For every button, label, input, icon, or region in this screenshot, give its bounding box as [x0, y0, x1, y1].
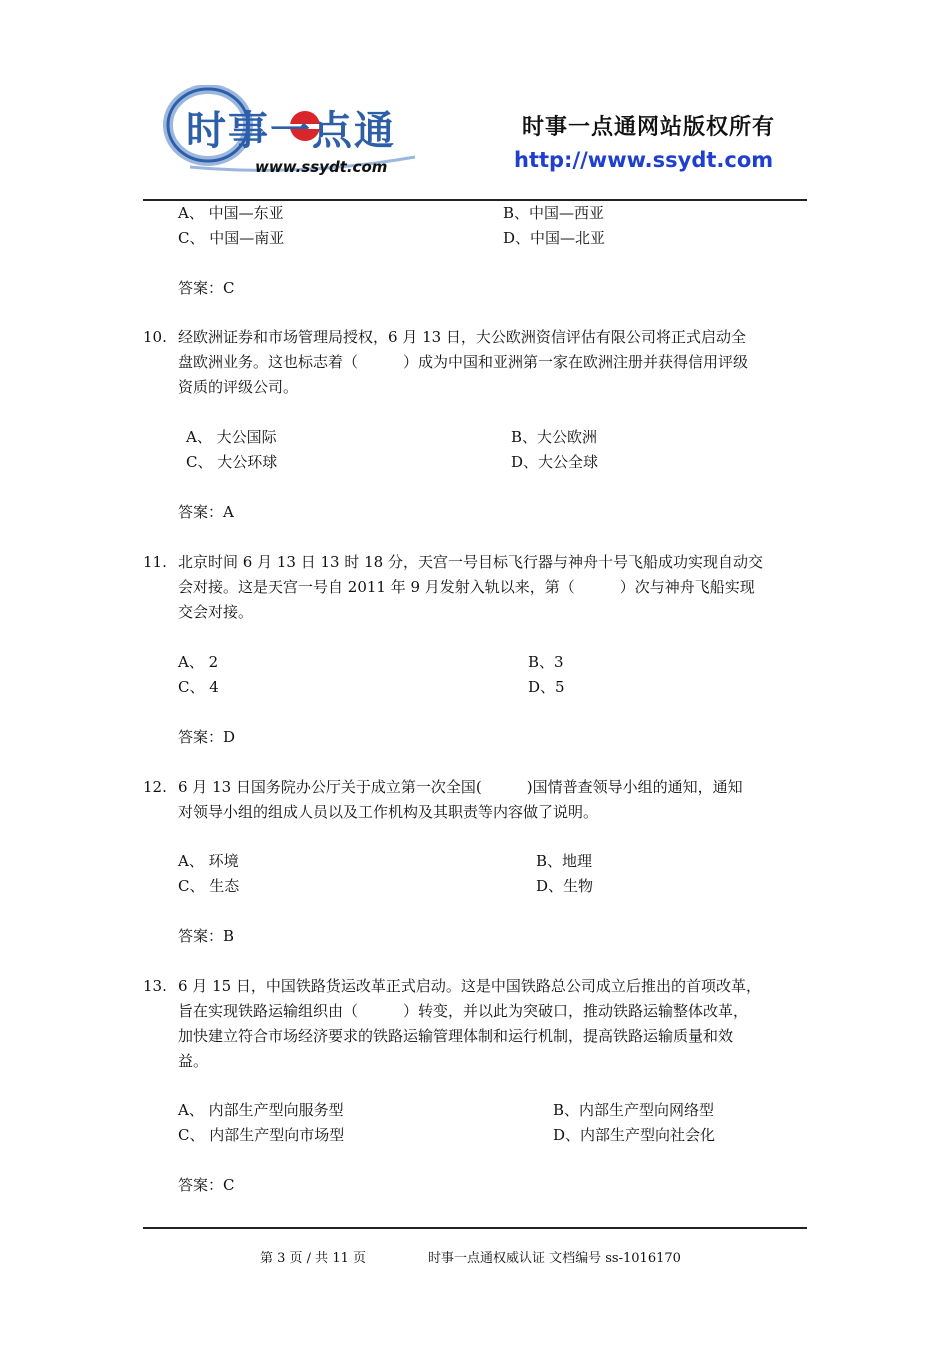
q11-line: 北京时间 6 月 13 日 13 时 18 分，天宫一号目标飞行器与神舟十号飞船成功实现自动交 [178, 553, 763, 571]
q11-option-a: A、 2 [178, 653, 219, 671]
q11-answer: 答案：D [178, 728, 236, 746]
q13-line: 旨在实现铁路运输组织由（ ）转变，并以此为突破口，推动铁路运输整体改革， [178, 1002, 749, 1020]
q12-line: 6 月 13 日国务院办公厅关于成立第一次全国( )国情普查领导小组的通知，通知 [178, 778, 743, 796]
q12-answer: 答案：B [178, 927, 235, 945]
page-number: 第 3 页 / 共 11 页 [260, 1251, 366, 1266]
q11-option-d: D、5 [528, 678, 565, 696]
q10-answer: 答案：A [178, 503, 234, 521]
q13-option-d: D、内部生产型向社会化 [553, 1126, 716, 1144]
logo-url: www.ssydt.com [255, 158, 388, 176]
q13-option-a: A、 内部生产型向服务型 [178, 1101, 344, 1119]
q13-line: 6 月 15 日，中国铁路货运改革正式启动。这是中国铁路总公司成立后推出的首项改革， [178, 977, 761, 995]
q10-option-b: B、大公欧洲 [511, 428, 598, 446]
q10-option-d: D、大公全球 [511, 453, 599, 471]
q10-option-a: A、 大公国际 [186, 428, 277, 446]
q13-line: 加快建立符合市场经济要求的铁路运输管理体制和运行机制，提高铁路运输质量和效 [178, 1027, 734, 1045]
site-logo [160, 85, 430, 180]
q11-line: 会对接。这是天宫一号自 2011 年 9 月发射入轨以来，第（ ）次与神舟飞船实现 [178, 578, 755, 596]
footer-divider [143, 1227, 807, 1229]
q13-option-b: B、内部生产型向网络型 [553, 1101, 715, 1119]
q10-line: 盘欧洲业务。这也标志着（ ）成为中国和亚洲第一家在欧洲注册并获得信用评级 [178, 353, 749, 371]
q12-number: 12. [143, 778, 167, 796]
q13-line: 益。 [178, 1052, 209, 1070]
q13-number: 13. [143, 977, 167, 995]
q12-option-d: D、生物 [536, 877, 594, 895]
prev-option-b: B、中国—西亚 [503, 204, 605, 222]
q13-option-c: C、 内部生产型向市场型 [178, 1126, 345, 1144]
q11-option-c: C、 4 [178, 678, 219, 696]
q12-option-b: B、地理 [536, 852, 593, 870]
prev-option-c: C、 中国—南亚 [178, 229, 285, 247]
prev-option-a: A、 中国—东亚 [178, 204, 284, 222]
q10-option-c: C、 大公环球 [186, 453, 278, 471]
prev-option-d: D、中国—北亚 [503, 229, 606, 247]
site-copyright-title: 时事一点通网站版权所有 [522, 115, 776, 140]
q12-option-c: C、 生态 [178, 877, 240, 895]
q12-option-a: A、 环境 [178, 852, 239, 870]
q11-number: 11. [143, 553, 167, 571]
logo-text: 时事一点通 [186, 108, 396, 154]
prev-answer: 答案：C [178, 279, 235, 297]
q12-line: 对领导小组的组成人员以及工作机构及其职责等内容做了说明。 [178, 803, 599, 821]
site-url-link[interactable]: http://www.ssydt.com [514, 148, 774, 172]
q10-number: 10. [143, 328, 167, 346]
q10-line: 资质的评级公司。 [178, 378, 299, 396]
q10-line: 经欧洲证券和市场管理局授权，6 月 13 日，大公欧洲资信评估有限公司将正式启动全 [178, 328, 746, 346]
q11-line: 交会对接。 [178, 603, 254, 621]
q13-answer: 答案：C [178, 1176, 235, 1194]
q11-option-b: B、3 [528, 653, 564, 671]
document-id: 时事一点通权威认证 文档编号 ss-1016170 [428, 1251, 681, 1266]
